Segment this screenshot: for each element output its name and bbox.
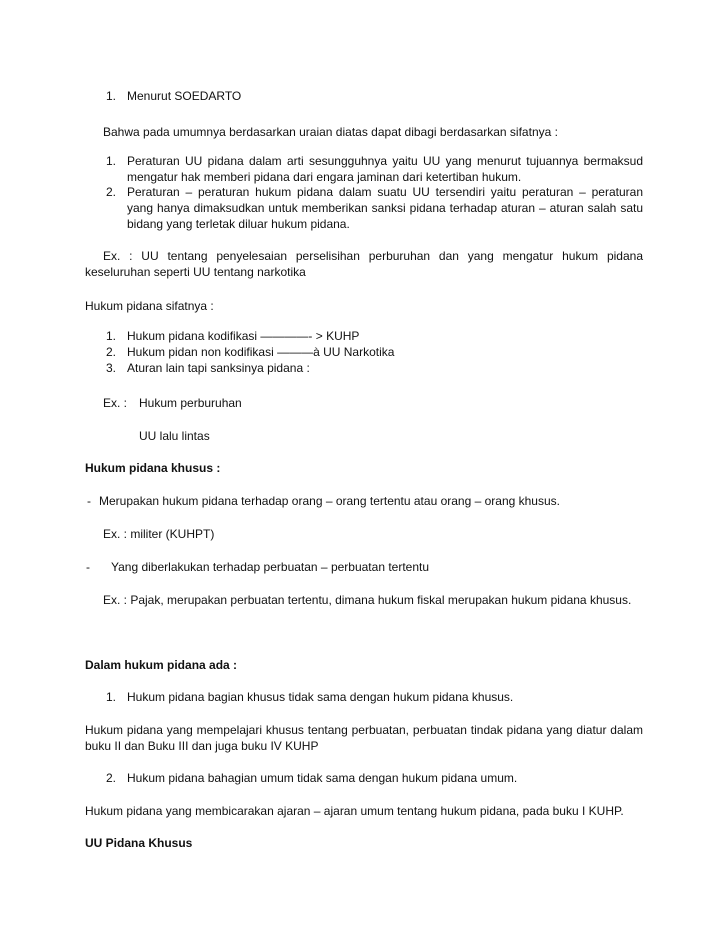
example-text: Ex. : militer (KUHPT) xyxy=(103,527,215,541)
list-number: 1. xyxy=(106,329,117,343)
list-number: 3. xyxy=(106,361,117,375)
section-heading: Hukum pidana khusus : xyxy=(85,461,221,475)
example-text: Ex. : Pajak, merupakan perbuatan tertentu, dimana hukum fiskal merupakan hukum pidana khusus. xyxy=(103,593,632,607)
list-item-text: Hukum pidan non kodifikasi ———à UU Narkotika xyxy=(127,345,395,359)
justified-text: yang hanya dimaksudkan untuk memberikan sanksi pidana terhadap aturan – aturan salah satu xyxy=(127,201,643,215)
bullet-text: Merupakan hukum pidana terhadap orang – orang tertentu atau orang – orang khusus. xyxy=(99,494,560,508)
example-text: UU lalu lintas xyxy=(139,429,210,443)
paragraph-text: Hukum pidana sifatnya : xyxy=(85,299,214,313)
section-heading: UU Pidana Khusus xyxy=(85,836,193,850)
list-item-text: Menurut SOEDARTO xyxy=(127,89,242,103)
bullet-text: Yang diberlakukan terhadap perbuatan – perbuatan tertentu xyxy=(111,560,430,574)
bullet-dash: - xyxy=(86,560,90,574)
paragraph-text: Bahwa pada umumnya berdasarkan uraian diatas dapat dibagi berdasarkan sifatnya : xyxy=(103,125,558,139)
list-item-text: Hukum pidana bagian khusus tidak sama dengan hukum pidana khusus. xyxy=(127,690,514,704)
paragraph-line xyxy=(103,248,643,264)
paragraph-line: keseluruhan seperti UU tentang narkotika xyxy=(85,265,306,279)
list-number: 1. xyxy=(106,89,117,103)
paragraph-line xyxy=(85,722,643,738)
list-number: 1. xyxy=(106,154,117,168)
list-number: 1. xyxy=(106,690,117,704)
list-item-text: Aturan lain tapi sanksinya pidana : xyxy=(127,361,310,375)
bullet-dash: - xyxy=(87,494,91,508)
list-item-line: mengatur hak memberi pidana dari engara jaminan dari ketertiban hukum. xyxy=(127,170,522,184)
list-item-line xyxy=(127,200,643,216)
list-number: 2. xyxy=(106,771,117,785)
list-item-line xyxy=(127,184,643,200)
justified-text: Peraturan – peraturan hukum pidana dalam suatu UU tersendiri yaitu peraturan – peraturan xyxy=(127,185,643,199)
justified-text: Hukum pidana yang mempelajari khusus tentang perbuatan, perbuatan tindak pidana yang diatur dalam xyxy=(85,723,643,737)
paragraph-text: Hukum pidana yang membicarakan ajaran – ajaran umum tentang hukum pidana, pada buku I KUHP. xyxy=(85,804,624,818)
justified-text: Peraturan UU pidana dalam arti sesungguhnya yaitu UU yang menurut tujuannya bermaksud xyxy=(127,154,643,168)
list-number: 2. xyxy=(106,345,117,359)
list-item-text: Hukum pidana bahagian umum tidak sama dengan hukum pidana umum. xyxy=(127,771,518,785)
example-label: Ex. : xyxy=(103,396,128,410)
list-item-text: Hukum pidana kodifikasi ————- > KUHP xyxy=(127,329,360,343)
section-heading: Dalam hukum pidana ada : xyxy=(85,658,238,672)
list-item-line: bidang yang terletak diluar hukum pidana. xyxy=(127,217,350,231)
example-text: Hukum perburuhan xyxy=(139,396,242,410)
paragraph-line: buku II dan Buku III dan juga buku IV KUHP xyxy=(85,739,319,753)
list-item-line xyxy=(127,153,643,169)
list-number: 2. xyxy=(106,185,117,199)
justified-text: Ex. : UU tentang penyelesaian perselisihan perburuhan dan yang mengatur hukum pidana xyxy=(103,249,643,263)
